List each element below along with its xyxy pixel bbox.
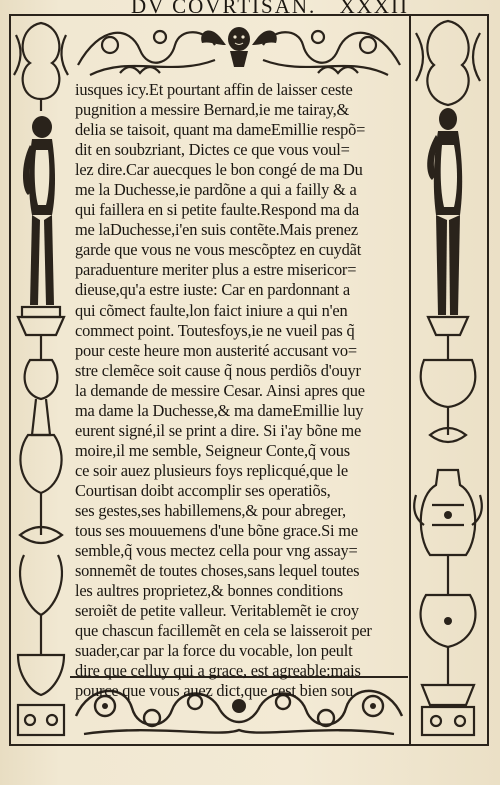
left-pillar-ornament-icon — [10, 15, 72, 742]
text-line: lez dire.Car auecques le bon congé de ma Du — [75, 160, 363, 180]
text-line: dit en soubzriant, Dictes ce que vous voul= — [75, 140, 350, 160]
text-line: paraduenture meriter plus a estre misericor= — [75, 260, 357, 280]
text-line: tous ses mouuemens d'une bõne grace.Si me — [75, 521, 358, 541]
text-line: dire que celluy qui a grace, est agreable:mais — [75, 661, 361, 681]
text-line: me la Duchesse,ie pardõne a qui a failly & a — [75, 180, 357, 200]
right-pillar-ornament-icon — [408, 15, 487, 742]
top-scroll-ornament-icon — [70, 15, 408, 80]
text-line: commect point. Toutesfoys,ie ne vueil pas q̃ — [75, 320, 355, 340]
left-ornament-pillar — [10, 15, 72, 742]
text-line: qui cõmect faulte,lon faict iniure a qui n'en — [75, 300, 348, 320]
text-line: la demande de messire Cesar. Ainsi apres que — [75, 380, 365, 400]
text-line: les aultres proprietez,& bonnes conditions — [75, 581, 343, 601]
text-line: pource que vous auez dict,que cest bien sou — [75, 681, 354, 701]
text-line: pugnition a messire Bernard,ie me tairay,& — [75, 100, 350, 120]
text-line: que chascun facillemẽt en cela se laisseroit per — [75, 621, 372, 641]
text-line: ce soir auez plusieurs foys replicqué,que le — [75, 460, 348, 480]
text-line: eurent signé,il se print a dire. Si i'ay bõne me — [75, 420, 362, 440]
folio-number: XXXII — [339, 0, 410, 18]
text-line: garde que vous ne vous mescõptez en cuydãt — [75, 240, 362, 260]
right-ornament-pillar — [408, 15, 487, 742]
text-line: ses gestes,ses habillemens,& pour abreger, — [75, 500, 346, 520]
text-line: ma dame la Duchesse,& ma dameEmillie luy — [75, 400, 364, 420]
text-line: delia se taisoit, quant ma dameEmillie respõ= — [75, 120, 366, 140]
text-line: pour ceste heure mon austerité accusant vo= — [75, 340, 357, 360]
text-line: suader,car par la force du vocable, lon peult — [75, 641, 353, 661]
text-line: semble,q̃ vous mectez cella pour vng assay= — [75, 541, 358, 561]
running-head-title: DV COVRTISAN. — [130, 0, 317, 18]
text-line: dieuse,qu'a estre iuste: Car en pardonnant a — [75, 280, 350, 300]
text-line: qui faillera en si petite faulte.Respond ma da — [75, 200, 359, 220]
text-line: stre clemẽce soit cause q̃ nous perdiõs d'ouyr — [75, 360, 361, 380]
text-line: sonnemẽt de toutes choses,sans lequel toutes — [75, 561, 360, 581]
body-text — [75, 80, 417, 701]
text-line: Courtisan doibt accomplir ses operatiõs, — [75, 480, 331, 500]
text-line: moire,il me semble, Seigneur Conte,q̃ vous — [75, 440, 350, 460]
text-line: seroiẽt de petite valleur. Veritablemẽt ie croy — [75, 601, 359, 621]
top-ornament-panel — [70, 15, 408, 80]
text-line: iusques icy.Et pourtant affin de laisser ceste — [75, 80, 353, 99]
text-line: me laDuchesse,i'en suis contẽte.Mais prenez — [75, 220, 358, 240]
